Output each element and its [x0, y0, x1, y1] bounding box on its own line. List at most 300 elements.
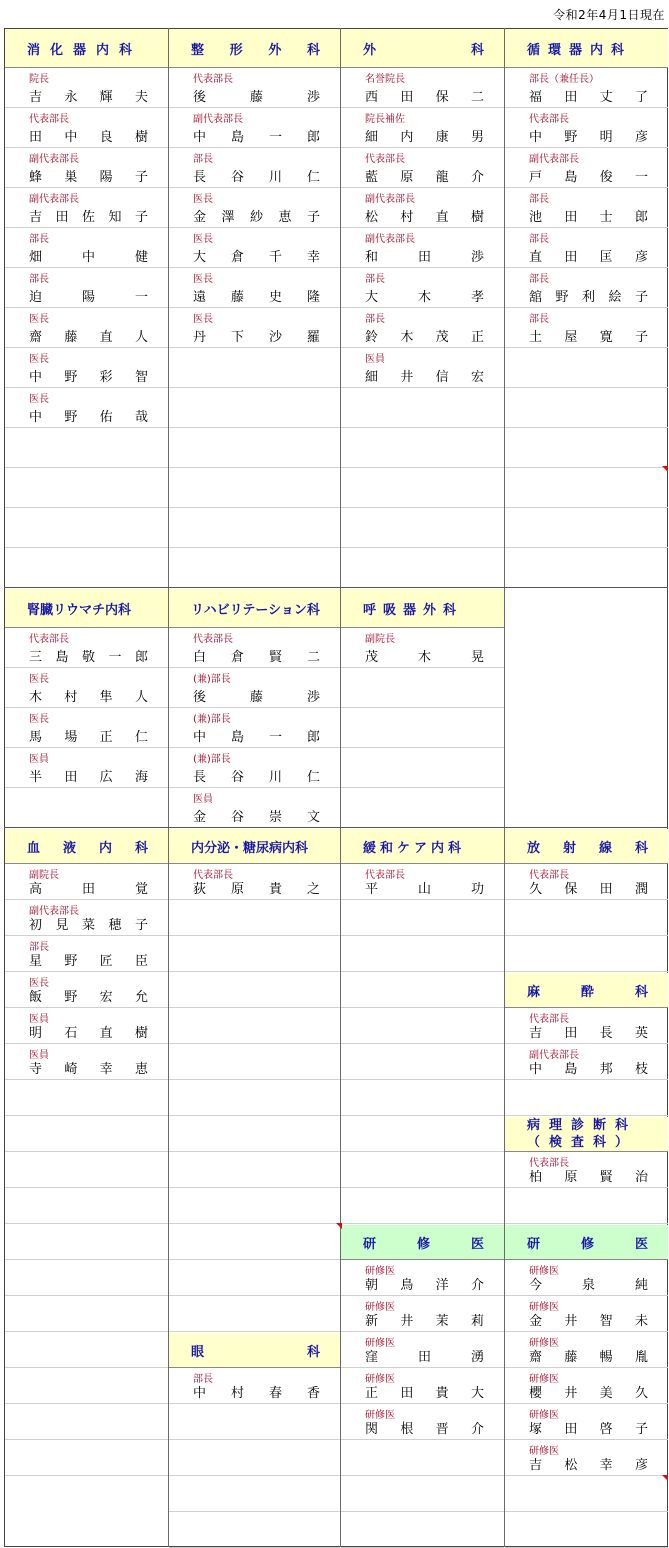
staff-name: 櫻 井 美 久 [529, 1386, 648, 1401]
staff-name: 平 山 功 [365, 882, 484, 897]
staff-title: 医員 [193, 794, 213, 805]
empty-row [5, 1440, 168, 1476]
staff-entry [169, 148, 340, 188]
section-header-anesth [505, 973, 668, 1008]
staff-name: 明 石 直 樹 [29, 1026, 148, 1041]
staff-entry [505, 1008, 668, 1044]
staff-entry [5, 388, 168, 428]
empty-row [505, 548, 668, 588]
staff-title: 部長 [29, 274, 49, 285]
staff-name: 福 田 丈 了 [529, 90, 648, 105]
staff-name: 荻 原 貴 之 [193, 882, 320, 897]
staff-entry [169, 188, 340, 228]
empty-row [169, 508, 340, 548]
staff-entry [505, 1152, 668, 1188]
staff-name: 迫 陽 一 [29, 290, 148, 305]
empty-row [341, 428, 504, 468]
staff-name: 白 倉 賢 二 [193, 650, 320, 665]
staff-name: 池 田 士 郎 [529, 210, 648, 225]
section-header-surgery [341, 29, 504, 68]
empty-row [169, 1260, 340, 1296]
empty-row [169, 1152, 340, 1188]
staff-entry [341, 1332, 504, 1368]
staff-title: 部長 [193, 154, 213, 165]
empty-row [505, 468, 668, 508]
staff-title: 医長 [193, 194, 213, 205]
empty-row [341, 1476, 504, 1512]
staff-name: 大 木 孝 [365, 290, 484, 305]
staff-entry [5, 900, 168, 936]
staff-entry [5, 708, 168, 748]
section-label: 研 修 医 [363, 1236, 484, 1252]
empty-row [505, 1476, 668, 1512]
empty-row [5, 1368, 168, 1404]
staff-entry [5, 268, 168, 308]
staff-entry [505, 268, 668, 308]
comment-marker [662, 1475, 668, 1481]
staff-title: 代表部長 [193, 74, 233, 85]
staff-name: 正 田 貴 大 [365, 1386, 484, 1401]
section-label: 血 液 内 科 [27, 840, 148, 856]
section-label: 消化器内科 [27, 42, 143, 58]
staff-name: 西 田 保 二 [365, 90, 484, 105]
staff-entry [341, 1368, 504, 1404]
staff-title: 研修医 [529, 1410, 559, 1421]
staff-name: 丹 下 沙 羅 [193, 330, 320, 345]
section-label: 麻 酔 科 [527, 984, 648, 1000]
staff-entry [505, 1332, 668, 1368]
row-divider [341, 1223, 504, 1224]
staff-entry [505, 864, 668, 900]
staff-title: 医員 [29, 1014, 49, 1025]
staff-entry [169, 668, 340, 708]
staff-name: 長 谷 川 仁 [193, 170, 320, 185]
empty-row [5, 508, 168, 548]
section-header-hemato [5, 829, 168, 864]
staff-name: 寺 崎 幸 恵 [29, 1062, 148, 1077]
staff-name: 馬 場 正 仁 [29, 730, 148, 745]
staff-name: 中 島 邦 枝 [529, 1062, 648, 1077]
staff-title: 研修医 [529, 1446, 559, 1457]
staff-entry [5, 108, 168, 148]
staff-entry [5, 972, 168, 1008]
staff-title: 研修医 [529, 1338, 559, 1349]
empty-row [341, 1440, 504, 1476]
staff-title: 代表部長 [193, 870, 233, 881]
staff-name: 田 中 良 樹 [29, 130, 148, 145]
staff-name: 和 田 渉 [365, 250, 484, 265]
staff-entry [505, 148, 668, 188]
empty-row [5, 788, 168, 828]
staff-title: 代表部長 [365, 154, 405, 165]
section-header-endo [169, 829, 340, 864]
staff-name: 鈴 木 茂 正 [365, 330, 484, 345]
staff-name: 吉 田 長 英 [529, 1026, 648, 1041]
staff-title: 部長 [365, 274, 385, 285]
staff-name: 中 村 春 香 [193, 1386, 320, 1401]
staff-title: 副代表部長 [365, 194, 415, 205]
empty-row [169, 1440, 340, 1476]
staff-title: 医長 [193, 274, 213, 285]
staff-name: 細 井 信 宏 [365, 370, 484, 385]
staff-entry [341, 188, 504, 228]
empty-row [169, 388, 340, 428]
staff-entry [5, 348, 168, 388]
staff-title: 代表部長 [193, 634, 233, 645]
staff-entry [5, 936, 168, 972]
staff-title: 副代表部長 [193, 114, 243, 125]
row-divider [505, 1223, 668, 1224]
section-label: 外 科 [363, 42, 484, 58]
section-label-sub: （検査科） [527, 1135, 638, 1150]
staff-entry [505, 228, 668, 268]
empty-row [169, 1476, 340, 1512]
empty-row [341, 1080, 504, 1116]
empty-row [5, 1116, 168, 1152]
staff-title: 医長 [29, 978, 49, 989]
staff-title: 医長 [29, 674, 49, 685]
staff-entry [169, 788, 340, 828]
empty-row [5, 1188, 168, 1224]
staff-name: 木 村 隼 人 [29, 690, 148, 705]
empty-row [341, 508, 504, 548]
empty-row [169, 1296, 340, 1332]
empty-row [341, 788, 504, 828]
staff-title: 部長 [529, 274, 549, 285]
empty-row [341, 388, 504, 428]
staff-name: 土 屋 寛 子 [529, 330, 648, 345]
empty-row [169, 348, 340, 388]
staff-entry [5, 668, 168, 708]
empty-row [341, 1044, 504, 1080]
staff-name: 蜂 巣 陽 子 [29, 170, 148, 185]
staff-name: 吉 永 輝 夫 [29, 90, 148, 105]
empty-row [169, 972, 340, 1008]
staff-name: 半 田 広 海 [29, 770, 148, 785]
staff-entry [505, 68, 668, 108]
staff-entry [505, 1440, 668, 1476]
staff-entry [169, 268, 340, 308]
staff-title: 医員 [29, 754, 49, 765]
staff-title: 部長 [529, 234, 549, 245]
empty-row [341, 748, 504, 788]
staff-name: 藍 原 龍 介 [365, 170, 484, 185]
empty-row [169, 548, 340, 588]
empty-row [341, 668, 504, 708]
staff-title: 部長 [193, 1374, 213, 1385]
empty-row [341, 708, 504, 748]
staff-name: 齋 藤 暢 胤 [529, 1350, 648, 1365]
staff-title: 医長 [193, 314, 213, 325]
empty-row [505, 1512, 668, 1548]
empty-row [5, 1152, 168, 1188]
staff-name: 金 谷 崇 文 [193, 810, 320, 825]
comment-marker [662, 466, 668, 472]
empty-row [169, 1116, 340, 1152]
staff-title: 代表部長 [529, 1158, 569, 1169]
comment-marker [336, 1223, 342, 1229]
empty-row [505, 428, 668, 468]
empty-row [505, 1188, 668, 1224]
empty-row [341, 1008, 504, 1044]
staff-title: 研修医 [529, 1374, 559, 1385]
staff-title: 医長 [193, 234, 213, 245]
empty-row [169, 936, 340, 972]
empty-row [5, 428, 168, 468]
staff-entry [5, 68, 168, 108]
staff-name: 中 野 明 彦 [529, 130, 648, 145]
staff-name: 柏 原 賢 治 [529, 1170, 648, 1185]
section-label: 病理診断科 [527, 1118, 638, 1133]
staff-entry [169, 68, 340, 108]
staff-title: 代表部長 [29, 114, 69, 125]
row-divider [5, 1475, 168, 1476]
staff-title: 部長 [529, 314, 549, 325]
empty-row [505, 936, 668, 972]
staff-entry [5, 864, 168, 900]
staff-title: 医員 [29, 1050, 49, 1061]
empty-row [341, 1512, 504, 1548]
section-label: 研 修 医 [527, 1236, 648, 1252]
staff-name: 初 見 菜 穂 子 [29, 918, 148, 933]
staff-name: 直 田 匡 彦 [529, 250, 648, 265]
staff-name: 三 島 敬 一 郎 [29, 650, 148, 665]
staff-entry [341, 1404, 504, 1440]
staff-title: 研修医 [365, 1338, 395, 1349]
staff-name: 中 島 一 郎 [193, 730, 320, 745]
as-of-date: 令和2年4月1日現在 [553, 8, 665, 22]
empty-row [341, 1116, 504, 1152]
staff-entry [169, 308, 340, 348]
staff-name: 関 根 晋 介 [365, 1422, 484, 1437]
staff-title: 医長 [29, 314, 49, 325]
section-header-rehab [169, 589, 340, 628]
section-header-radiology [505, 829, 668, 864]
staff-title: 研修医 [365, 1302, 395, 1313]
section-label: 腎臓リウマチ内科 [27, 602, 132, 618]
empty-row [5, 1260, 168, 1296]
staff-name: 金 井 智 未 [529, 1314, 648, 1329]
staff-name: 松 村 直 樹 [365, 210, 484, 225]
staff-entry [505, 1368, 668, 1404]
staff-title: 代表部長 [365, 870, 405, 881]
staff-name: 後 藤 渉 [193, 90, 320, 105]
staff-name: 大 倉 千 幸 [193, 250, 320, 265]
staff-title: 部長 [529, 194, 549, 205]
staff-name: 飯 野 宏 允 [29, 990, 148, 1005]
empty-row [341, 900, 504, 936]
staff-entry [169, 708, 340, 748]
staff-name: 吉 田 佐 知 子 [29, 210, 148, 225]
section-label: 整 形 外 科 [191, 42, 320, 58]
staff-entry [341, 108, 504, 148]
empty-row [5, 1080, 168, 1116]
staff-name: 窪 田 湧 [365, 1350, 484, 1365]
empty-row [169, 1404, 340, 1440]
staff-title: 部長（兼任長） [529, 74, 599, 85]
staff-title: 代表部長 [29, 634, 69, 645]
empty-row [169, 900, 340, 936]
staff-title: 代表部長 [529, 870, 569, 881]
section-label: 内分泌・糖尿病内科 [191, 840, 309, 856]
staff-name: 茂 木 晃 [365, 650, 484, 665]
staff-entry [5, 1044, 168, 1080]
staff-title: (兼)部長 [193, 674, 231, 685]
staff-entry [505, 1260, 668, 1296]
empty-row [169, 1044, 340, 1080]
staff-name: 吉 松 幸 彦 [529, 1458, 648, 1473]
staff-entry [169, 108, 340, 148]
empty-row [505, 508, 668, 548]
empty-row [341, 1152, 504, 1188]
staff-name: 細 内 康 男 [365, 130, 484, 145]
staff-entry [341, 628, 504, 668]
staff-name: 今 泉 純 [529, 1278, 648, 1293]
staff-title: 院長 [29, 74, 49, 85]
section-label: 呼吸器外科 [363, 602, 464, 618]
staff-entry [341, 1260, 504, 1296]
staff-name: 中 野 佑 哉 [29, 410, 148, 425]
section-header-eye [169, 1333, 340, 1368]
staff-name: 遠 藤 史 隆 [193, 290, 320, 305]
staff-title: (兼)部長 [193, 754, 231, 765]
section-header-patho [505, 1117, 668, 1152]
row-divider [505, 1115, 668, 1116]
staff-name: 新 井 茉 莉 [365, 1314, 484, 1329]
section-header-palliative [341, 829, 504, 864]
staff-name: 戸 島 俊 一 [529, 170, 648, 185]
staff-title: 研修医 [365, 1266, 395, 1277]
section-header-resp [341, 589, 504, 628]
empty-row [341, 936, 504, 972]
staff-entry [5, 1008, 168, 1044]
staff-title: 副院長 [29, 870, 59, 881]
staff-entry [5, 308, 168, 348]
staff-title: 副代表部長 [29, 154, 79, 165]
staff-name: 長 谷 川 仁 [193, 770, 320, 785]
empty-row [169, 1224, 340, 1260]
staff-name: 舘 野 利 絵 子 [529, 290, 648, 305]
staff-title: 医員 [365, 354, 385, 365]
staff-entry [5, 228, 168, 268]
staff-entry [505, 108, 668, 148]
empty-row [5, 1224, 168, 1260]
staff-title: 院長補佐 [365, 114, 405, 125]
empty-row [169, 428, 340, 468]
staff-entry [169, 864, 340, 900]
staff-entry [341, 148, 504, 188]
staff-name: 中 野 彩 智 [29, 370, 148, 385]
staff-title: 医長 [29, 714, 49, 725]
empty-row [505, 1080, 668, 1116]
staff-entry [169, 748, 340, 788]
section-divider [4, 827, 668, 828]
staff-entry [5, 148, 168, 188]
staff-entry [341, 268, 504, 308]
staff-title: 副代表部長 [29, 194, 79, 205]
row-divider [505, 971, 668, 972]
staff-title: 研修医 [529, 1302, 559, 1313]
staff-name: 中 島 一 郎 [193, 130, 320, 145]
staff-name: 金 澤 紗 恵 子 [193, 210, 320, 225]
empty-row [169, 1188, 340, 1224]
empty-row [169, 468, 340, 508]
section-label: リハビリテーション科 [191, 602, 320, 618]
staff-title: 医長 [29, 394, 49, 405]
staff-entry [505, 1404, 668, 1440]
section-header-res1 [341, 1225, 504, 1260]
empty-row [5, 1332, 168, 1368]
staff-title: 副代表部長 [29, 906, 79, 917]
section-header-digestive [5, 29, 168, 68]
section-label: 眼 科 [191, 1344, 320, 1360]
staff-title: 副代表部長 [365, 234, 415, 245]
empty-row [505, 388, 668, 428]
staff-title: 部長 [29, 942, 49, 953]
staff-title: 代表部長 [529, 114, 569, 125]
staff-entry [505, 188, 668, 228]
staff-title: (兼)部長 [193, 714, 231, 725]
empty-row [5, 1404, 168, 1440]
empty-row [169, 1512, 340, 1548]
empty-row [5, 1296, 168, 1332]
staff-entry [341, 228, 504, 268]
empty-row [169, 1008, 340, 1044]
staff-name: 高 田 覚 [29, 882, 148, 897]
staff-title: 副代表部長 [529, 1050, 579, 1061]
staff-title: 副代表部長 [529, 154, 579, 165]
section-header-ortho [169, 29, 340, 68]
empty-row [341, 1188, 504, 1224]
staff-entry [505, 308, 668, 348]
staff-name: 塚 田 啓 子 [529, 1422, 648, 1437]
staff-entry [505, 1296, 668, 1332]
staff-title: 名誉院長 [365, 74, 405, 85]
staff-entry [169, 628, 340, 668]
staff-entry [341, 864, 504, 900]
staff-title: 研修医 [529, 1266, 559, 1277]
staff-name: 齋 藤 直 人 [29, 330, 148, 345]
staff-name: 朝 鳥 洋 介 [365, 1278, 484, 1293]
section-divider [4, 587, 668, 588]
staff-title: 副院長 [365, 634, 395, 645]
empty-row [5, 548, 168, 588]
section-label: 循環器内科 [527, 42, 633, 58]
staff-name: 畑 中 健 [29, 250, 148, 265]
staff-title: 医長 [29, 354, 49, 365]
staff-entry [341, 68, 504, 108]
empty-row [505, 348, 668, 388]
staff-title: 部長 [365, 314, 385, 325]
staff-entry [341, 1296, 504, 1332]
staff-entry [5, 748, 168, 788]
staff-entry [341, 308, 504, 348]
staff-entry [505, 1044, 668, 1080]
staff-entry [5, 188, 168, 228]
staff-entry [5, 628, 168, 668]
empty-row [5, 468, 168, 508]
staff-name: 星 野 匠 臣 [29, 954, 148, 969]
section-label: 緩和ケア内科 [363, 840, 466, 856]
staff-entry [341, 348, 504, 388]
staff-title: 研修医 [365, 1374, 395, 1385]
empty-row [341, 468, 504, 508]
section-label: 放 射 線 科 [527, 840, 648, 856]
empty-row [169, 1080, 340, 1116]
empty-row [505, 900, 668, 936]
staff-name: 久 保 田 潤 [529, 882, 648, 897]
row-divider [169, 1331, 340, 1332]
